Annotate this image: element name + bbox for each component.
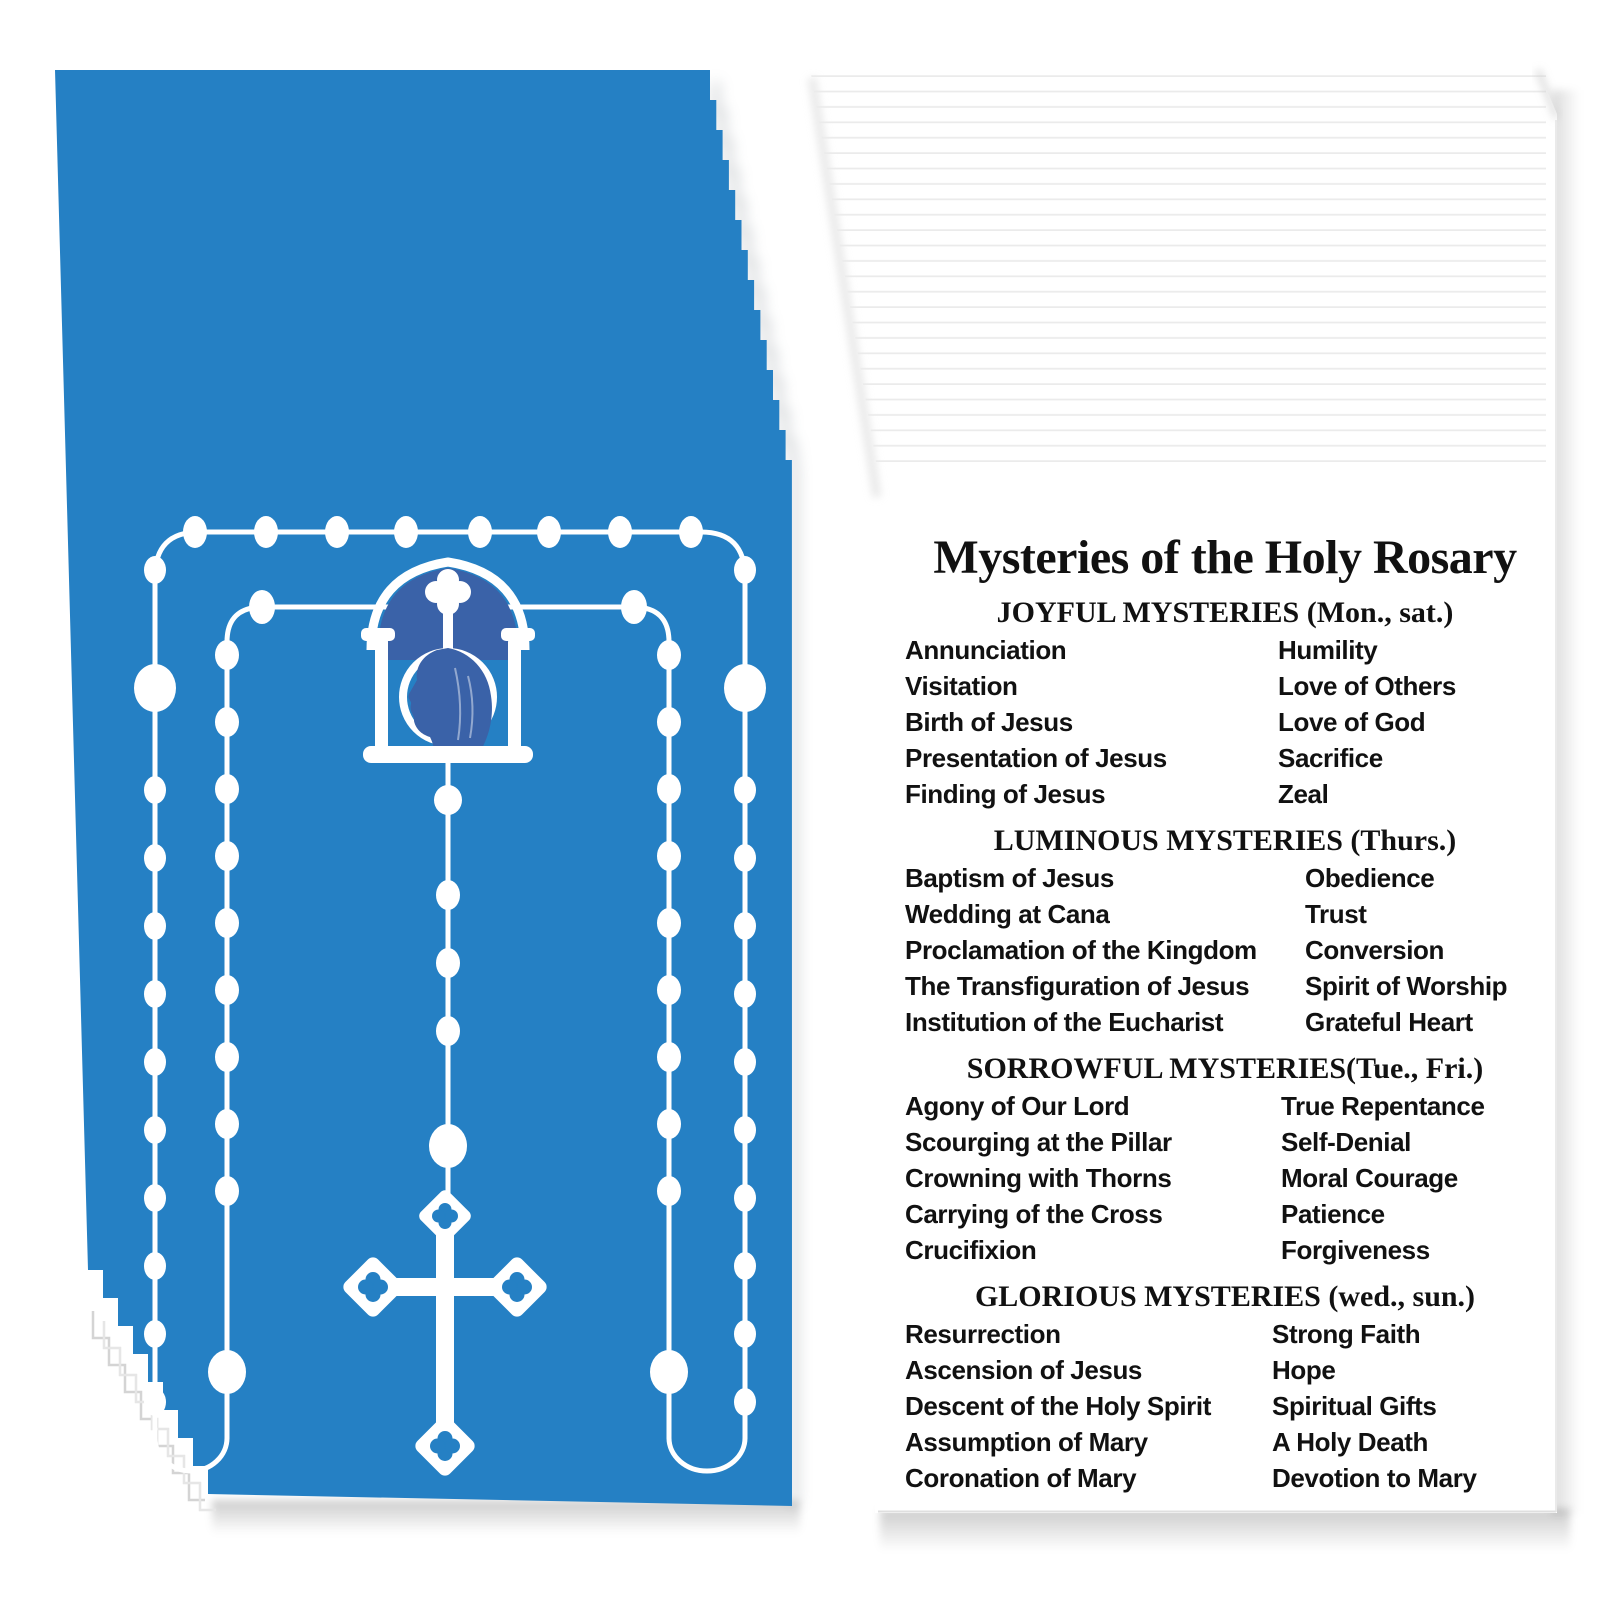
- table-row: [905, 1160, 1545, 1196]
- mysteries-card: [875, 474, 1557, 1513]
- virtue-name: Moral Courage: [1281, 1163, 1458, 1193]
- virtue-name: Obedience: [1305, 863, 1435, 893]
- virtue-name: Love of Others: [1278, 671, 1456, 701]
- virtue-name: Forgiveness: [1281, 1235, 1430, 1265]
- virtue-name: Strong Faith: [1272, 1319, 1421, 1349]
- section-glorious: [905, 1280, 1545, 1496]
- table-row: [905, 1004, 1545, 1040]
- blue-card-stack: [55, 70, 800, 1534]
- virtue-name: Spiritual Gifts: [1272, 1391, 1437, 1421]
- section-sorrowful: [905, 1052, 1545, 1268]
- table-row: [905, 1460, 1545, 1496]
- table-row: [905, 968, 1545, 1004]
- mystery-name: Scourging at the Pillar: [905, 1127, 1172, 1157]
- section-heading: LUMINOUS MYSTERIES (Thurs.): [993, 824, 1457, 857]
- table-row: [905, 1088, 1545, 1124]
- mystery-name: Assumption of Mary: [905, 1427, 1148, 1457]
- mystery-name: The Transfiguration of Jesus: [905, 971, 1250, 1001]
- cross-vertical-bar: [436, 1226, 454, 1446]
- section-heading: GLORIOUS MYSTERIES (wed., sun.): [974, 1280, 1476, 1313]
- virtue-name: A Holy Death: [1272, 1427, 1429, 1457]
- mystery-name: Agony of Our Lord: [905, 1091, 1130, 1121]
- medal-base: [363, 746, 533, 763]
- table-row: [905, 860, 1545, 896]
- white-stack-shadow: [880, 1509, 1570, 1551]
- virtue-name: Conversion: [1305, 935, 1445, 965]
- marian-shrine-medal-icon: [361, 562, 535, 763]
- table-row: [905, 1196, 1545, 1232]
- virtue-name: Zeal: [1278, 779, 1329, 809]
- table-row: [905, 1316, 1545, 1352]
- virtue-name: Humility: [1278, 635, 1378, 665]
- section-heading: JOYFUL MYSTERIES (Mon., sat.): [996, 596, 1454, 629]
- mystery-name: Crucifixion: [905, 1235, 1037, 1265]
- table-row: [905, 704, 1545, 740]
- virtue-name: Love of God: [1278, 707, 1426, 737]
- table-row: [905, 1124, 1545, 1160]
- section-heading: SORROWFUL MYSTERIES(Tue., Fri.): [966, 1052, 1484, 1085]
- virtue-name: Grateful Heart: [1305, 1007, 1473, 1037]
- table-row: [905, 1352, 1545, 1388]
- rosary-beads-illustration: [134, 516, 766, 1479]
- mystery-name: Wedding at Cana: [905, 899, 1110, 929]
- virtue-name: Spirit of Worship: [1305, 971, 1508, 1001]
- virtue-name: Sacrifice: [1278, 743, 1383, 773]
- table-row: [905, 1388, 1545, 1424]
- mystery-name: Crowning with Thorns: [905, 1163, 1172, 1193]
- mystery-name: Descent of the Holy Spirit: [905, 1391, 1211, 1421]
- mystery-name: Birth of Jesus: [905, 707, 1073, 737]
- mystery-name: Institution of the Eucharist: [905, 1007, 1224, 1037]
- table-row: [905, 1232, 1545, 1268]
- mystery-name: Finding of Jesus: [905, 779, 1106, 809]
- card-title: Mysteries of the Holy Rosary: [933, 531, 1517, 584]
- mystery-name: Baptism of Jesus: [905, 863, 1114, 893]
- mystery-name: Coronation of Mary: [905, 1463, 1137, 1493]
- mystery-table: [905, 1316, 1545, 1496]
- mystery-name: Presentation of Jesus: [905, 743, 1167, 773]
- mystery-table: [905, 632, 1545, 812]
- table-row: [905, 668, 1545, 704]
- mystery-name: Carrying of the Cross: [905, 1199, 1163, 1229]
- section-luminous: [905, 824, 1545, 1040]
- table-row: [905, 896, 1545, 932]
- mystery-name: Annunciation: [905, 635, 1067, 665]
- virtue-name: Self-Denial: [1281, 1127, 1411, 1157]
- table-row: [905, 632, 1545, 668]
- mystery-table: [905, 1088, 1545, 1268]
- virtue-name: Devotion to Mary: [1272, 1463, 1477, 1493]
- table-row: [905, 932, 1545, 968]
- mystery-name: Proclamation of the Kingdom: [905, 935, 1257, 965]
- section-joyful: [905, 596, 1545, 812]
- virtue-name: Hope: [1272, 1355, 1336, 1385]
- card-edge-lines: [810, 68, 1546, 468]
- table-row: [905, 740, 1545, 776]
- mystery-name: Visitation: [905, 671, 1018, 701]
- mystery-name: Ascension of Jesus: [905, 1355, 1142, 1385]
- table-row: [905, 1424, 1545, 1460]
- mystery-table: [905, 860, 1545, 1040]
- virtue-name: Patience: [1281, 1199, 1385, 1229]
- virtue-name: Trust: [1305, 899, 1367, 929]
- table-row: [905, 776, 1545, 812]
- virtue-name: True Repentance: [1281, 1091, 1485, 1121]
- blue-stack-shadow: [212, 1500, 800, 1534]
- mystery-name: Resurrection: [905, 1319, 1061, 1349]
